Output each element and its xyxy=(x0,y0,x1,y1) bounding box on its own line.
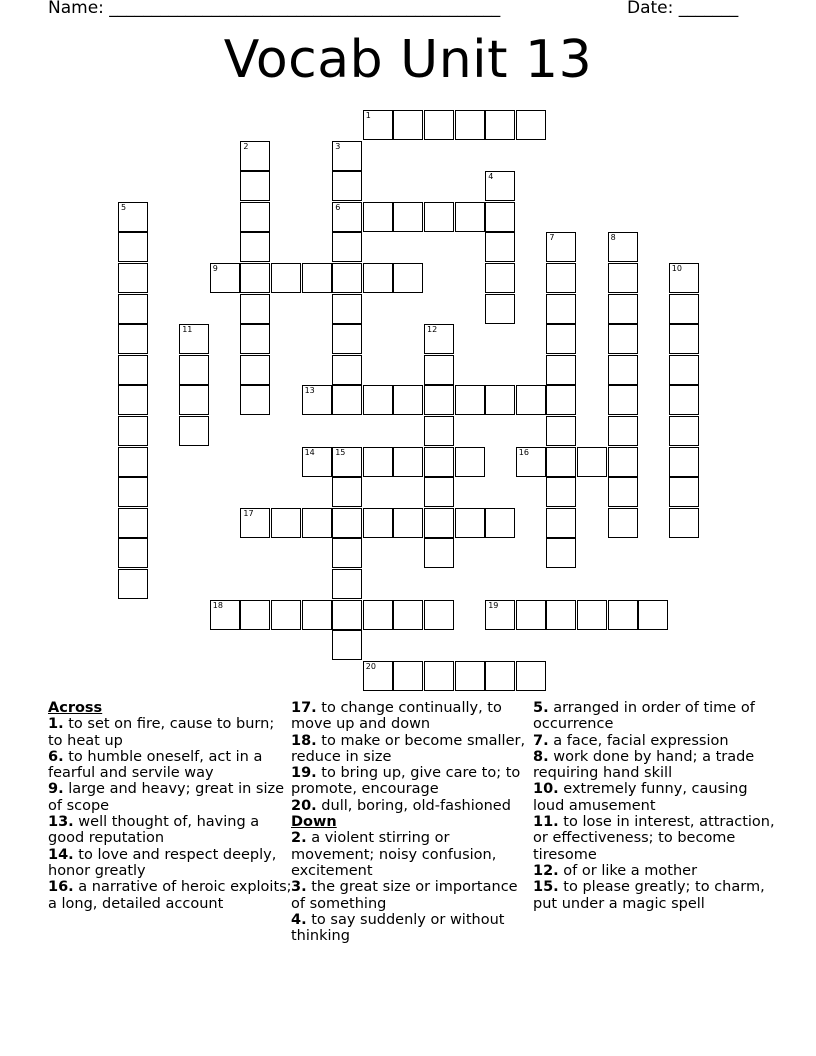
grid-cell[interactable] xyxy=(271,508,301,538)
grid-cell[interactable] xyxy=(546,447,576,477)
clue-text: a violent stirring or movement; noisy confusion, excitement xyxy=(291,830,497,879)
clue-start-number: 6 xyxy=(335,202,341,212)
clue-start-number: 15 xyxy=(335,447,346,457)
grid-cell[interactable] xyxy=(455,110,485,140)
grid-cell[interactable] xyxy=(546,355,576,385)
grid-cell[interactable] xyxy=(332,294,362,324)
grid-cell[interactable] xyxy=(577,447,607,477)
grid-cell[interactable] xyxy=(669,355,699,385)
grid-cell[interactable] xyxy=(240,355,270,385)
grid-cell[interactable] xyxy=(332,171,362,201)
grid-cell[interactable] xyxy=(393,202,423,232)
grid-cell[interactable] xyxy=(669,447,699,477)
grid-cell[interactable] xyxy=(332,477,362,507)
down-clue xyxy=(533,733,778,749)
clue-start-number: 5 xyxy=(121,202,127,212)
grid-cell[interactable] xyxy=(332,630,362,660)
clue-number: 20. xyxy=(291,797,317,814)
grid-cell[interactable] xyxy=(485,171,515,201)
clue-text: large and heavy; great in size of scope xyxy=(48,781,285,814)
grid-cell[interactable] xyxy=(669,324,699,354)
grid-cell[interactable] xyxy=(363,508,393,538)
grid-cell[interactable] xyxy=(363,202,393,232)
grid-cell[interactable] xyxy=(516,447,546,477)
clue-text: to love and respect deeply, honor greatly xyxy=(48,846,277,879)
grid-cell[interactable] xyxy=(669,294,699,324)
grid-cell[interactable] xyxy=(118,294,148,324)
down-clue xyxy=(533,863,778,879)
clue-text: to lose in interest, attraction, or effectiveness; to become tiresome xyxy=(533,814,775,863)
grid-cell[interactable] xyxy=(118,477,148,507)
grid-cell[interactable] xyxy=(118,385,148,415)
clue-text: to humble oneself, act in a fearful and servile way xyxy=(48,748,263,782)
clue-column-2 xyxy=(291,700,536,944)
date-field-label: Date: _______ xyxy=(627,0,739,18)
down-clue xyxy=(533,781,778,814)
clue-start-number: 1 xyxy=(365,111,371,120)
clue-number: 2. xyxy=(291,830,307,847)
clue-start-number: 20 xyxy=(365,661,376,671)
clue-text: to set on fire, cause to burn; to heat up xyxy=(48,716,275,749)
grid-cell[interactable] xyxy=(455,508,485,538)
grid-cell[interactable] xyxy=(424,508,454,538)
grid-cell[interactable] xyxy=(485,600,515,630)
clue-text: a face, facial expression xyxy=(553,732,729,749)
clue-number: 13. xyxy=(48,814,74,831)
grid-cell[interactable] xyxy=(546,263,576,293)
clue-number: 1. xyxy=(48,716,64,733)
grid-cell[interactable] xyxy=(455,661,485,691)
grid-cell[interactable] xyxy=(332,600,362,630)
name-field-label: Name: ______________________________________________ xyxy=(48,0,501,18)
grid-cell[interactable] xyxy=(608,600,638,630)
grid-cell[interactable] xyxy=(240,202,270,232)
grid-cell[interactable] xyxy=(516,385,546,415)
grid-cell[interactable] xyxy=(455,202,485,232)
clue-start-number: 16 xyxy=(518,447,529,457)
grid-cell[interactable] xyxy=(118,416,148,446)
clue-start-number: 7 xyxy=(549,233,555,243)
grid-cell[interactable] xyxy=(516,661,546,691)
grid-cell[interactable] xyxy=(608,508,638,538)
grid-cell[interactable] xyxy=(210,263,240,293)
grid-cell[interactable] xyxy=(302,600,332,630)
clue-start-number: 17 xyxy=(243,508,254,518)
clue-text: extremely funny, causing loud amusement xyxy=(533,781,748,814)
grid-cell[interactable] xyxy=(332,202,362,232)
grid-cell[interactable] xyxy=(577,600,607,630)
grid-cell[interactable] xyxy=(546,508,576,538)
clue-start-number: 10 xyxy=(671,264,682,273)
grid-cell[interactable] xyxy=(118,508,148,538)
grid-cell[interactable] xyxy=(271,600,301,630)
grid-cell[interactable] xyxy=(424,447,454,477)
grid-cell[interactable] xyxy=(546,416,576,446)
grid-cell[interactable] xyxy=(669,416,699,446)
grid-cell[interactable] xyxy=(240,141,270,171)
clue-number: 15. xyxy=(533,879,559,896)
grid-cell[interactable] xyxy=(363,110,393,140)
grid-cell[interactable] xyxy=(393,661,423,691)
grid-cell[interactable] xyxy=(608,385,638,415)
grid-cell[interactable] xyxy=(669,385,699,415)
grid-cell[interactable] xyxy=(424,355,454,385)
grid-cell[interactable] xyxy=(424,110,454,140)
clue-text: dull, boring, old-fashioned xyxy=(321,797,511,814)
across-clue xyxy=(48,879,293,912)
grid-cell[interactable] xyxy=(455,385,485,415)
across-clue xyxy=(48,749,293,782)
across-clue xyxy=(291,798,536,814)
clue-number: 18. xyxy=(291,732,317,749)
grid-cell[interactable] xyxy=(393,600,423,630)
grid-cell[interactable] xyxy=(608,477,638,507)
clue-number: 19. xyxy=(291,765,317,782)
grid-cell[interactable] xyxy=(179,385,209,415)
grid-cell[interactable] xyxy=(424,477,454,507)
across-clue xyxy=(48,814,293,847)
grid-cell[interactable] xyxy=(393,263,423,293)
clue-start-number: 3 xyxy=(335,141,341,151)
grid-cell[interactable] xyxy=(546,294,576,324)
grid-cell[interactable] xyxy=(240,324,270,354)
clue-start-number: 13 xyxy=(304,386,315,396)
grid-cell[interactable] xyxy=(240,385,270,415)
grid-cell[interactable] xyxy=(669,263,699,293)
grid-cell[interactable] xyxy=(332,263,362,293)
grid-cell[interactable] xyxy=(363,447,393,477)
clue-text: to make or become smaller, reduce in size xyxy=(291,732,526,765)
across-clue xyxy=(291,765,536,798)
grid-cell[interactable] xyxy=(393,447,423,477)
across-clue xyxy=(48,781,293,814)
clue-start-number: 9 xyxy=(212,264,218,273)
clue-text: work done by hand; a trade requiring hand skill xyxy=(533,748,755,782)
grid-cell[interactable] xyxy=(546,538,576,568)
page-title: Vocab Unit 13 xyxy=(223,30,593,90)
grid-cell[interactable] xyxy=(363,385,393,415)
grid-cell[interactable] xyxy=(240,294,270,324)
down-clue xyxy=(533,749,778,782)
grid-cell[interactable] xyxy=(485,385,515,415)
clue-text: the great size or importance of something xyxy=(291,879,518,912)
clue-number: 14. xyxy=(48,846,74,863)
clue-number: 8. xyxy=(533,748,549,765)
grid-cell[interactable] xyxy=(302,447,332,477)
grid-cell[interactable] xyxy=(332,141,362,171)
clue-number: 7. xyxy=(533,732,549,749)
grid-cell[interactable] xyxy=(393,508,423,538)
grid-cell[interactable] xyxy=(424,385,454,415)
clue-number: 5. xyxy=(533,700,549,716)
grid-cell[interactable] xyxy=(546,385,576,415)
grid-cell[interactable] xyxy=(118,538,148,568)
grid-cell[interactable] xyxy=(608,355,638,385)
grid-cell[interactable] xyxy=(118,355,148,385)
clue-number: 11. xyxy=(533,814,559,831)
grid-cell[interactable] xyxy=(240,171,270,201)
grid-cell[interactable] xyxy=(485,294,515,324)
grid-cell[interactable] xyxy=(485,110,515,140)
grid-cell[interactable] xyxy=(363,263,393,293)
grid-cell[interactable] xyxy=(118,232,148,262)
grid-cell[interactable] xyxy=(546,324,576,354)
grid-cell[interactable] xyxy=(485,661,515,691)
grid-cell[interactable] xyxy=(240,508,270,538)
grid-cell[interactable] xyxy=(424,661,454,691)
grid-cell[interactable] xyxy=(516,110,546,140)
clue-number: 17. xyxy=(291,700,317,716)
grid-cell[interactable] xyxy=(485,263,515,293)
clue-start-number: 19 xyxy=(488,600,499,610)
grid-cell[interactable] xyxy=(179,355,209,385)
across-clue xyxy=(48,716,293,749)
grid-cell[interactable] xyxy=(516,600,546,630)
grid-cell[interactable] xyxy=(271,263,301,293)
grid-cell[interactable] xyxy=(332,569,362,599)
grid-cell[interactable] xyxy=(485,232,515,262)
clue-number: 9. xyxy=(48,781,64,798)
grid-cell[interactable] xyxy=(546,477,576,507)
grid-cell[interactable] xyxy=(455,447,485,477)
grid-cell[interactable] xyxy=(240,600,270,630)
grid-cell[interactable] xyxy=(332,508,362,538)
grid-cell[interactable] xyxy=(608,324,638,354)
clue-text: arranged in order of time of occurrence xyxy=(533,700,755,733)
grid-cell[interactable] xyxy=(363,600,393,630)
clue-number: 16. xyxy=(48,879,74,896)
grid-cell[interactable] xyxy=(546,232,576,262)
grid-cell[interactable] xyxy=(332,232,362,262)
grid-cell[interactable] xyxy=(393,385,423,415)
grid-cell[interactable] xyxy=(424,600,454,630)
grid-cell[interactable] xyxy=(210,600,240,630)
grid-cell[interactable] xyxy=(118,263,148,293)
grid-cell[interactable] xyxy=(118,447,148,477)
clue-start-number: 11 xyxy=(182,325,193,335)
grid-cell[interactable] xyxy=(608,447,638,477)
clue-number: 12. xyxy=(533,862,559,879)
grid-cell[interactable] xyxy=(118,202,148,232)
clue-text: of or like a mother xyxy=(563,862,698,879)
clue-number: 4. xyxy=(291,911,307,928)
grid-cell[interactable] xyxy=(118,324,148,354)
grid-cell[interactable] xyxy=(669,508,699,538)
clue-start-number: 4 xyxy=(488,172,494,182)
grid-cell[interactable] xyxy=(546,600,576,630)
clue-text: to please greatly; to charm, put under a magic spell xyxy=(533,879,765,912)
grid-cell[interactable] xyxy=(608,232,638,262)
grid-cell[interactable] xyxy=(302,385,332,415)
grid-cell[interactable] xyxy=(608,416,638,446)
grid-cell[interactable] xyxy=(332,447,362,477)
grid-cell[interactable] xyxy=(332,324,362,354)
clue-text: to bring up, give care to; to promote, encourage xyxy=(291,765,521,798)
grid-cell[interactable] xyxy=(608,263,638,293)
across-clue xyxy=(291,733,536,766)
down-heading: Down xyxy=(291,814,337,831)
grid-cell[interactable] xyxy=(179,324,209,354)
clue-start-number: 2 xyxy=(243,141,249,151)
grid-cell[interactable] xyxy=(302,263,332,293)
down-clue xyxy=(291,912,536,945)
grid-cell[interactable] xyxy=(179,416,209,446)
clue-text: well thought of, having a good reputation xyxy=(48,814,260,847)
down-clue xyxy=(533,700,778,733)
grid-cell[interactable] xyxy=(363,661,393,691)
across-heading: Across xyxy=(48,700,103,716)
down-clue xyxy=(533,879,778,912)
grid-cell[interactable] xyxy=(332,538,362,568)
grid-cell[interactable] xyxy=(669,477,699,507)
clue-number: 6. xyxy=(48,748,64,765)
grid-cell[interactable] xyxy=(240,232,270,262)
grid-cell[interactable] xyxy=(424,538,454,568)
clue-number: 3. xyxy=(291,879,307,896)
clue-text: to say suddenly or without thinking xyxy=(291,911,505,945)
grid-cell[interactable] xyxy=(332,355,362,385)
clue-start-number: 8 xyxy=(610,233,616,243)
clue-number: 10. xyxy=(533,781,559,798)
clue-text: a narrative of heroic exploits; a long, detailed account xyxy=(48,879,292,912)
grid-cell[interactable] xyxy=(485,508,515,538)
across-clue xyxy=(291,700,536,733)
clue-start-number: 18 xyxy=(212,600,223,610)
grid-cell[interactable] xyxy=(424,324,454,354)
grid-cell[interactable] xyxy=(332,385,362,415)
clue-column-1 xyxy=(48,700,293,912)
grid-cell[interactable] xyxy=(240,263,270,293)
clue-start-number: 12 xyxy=(427,325,438,335)
down-clue xyxy=(291,879,536,912)
clue-text: to change continually, to move up and down xyxy=(291,700,502,733)
clue-column-3 xyxy=(533,700,778,912)
down-clue xyxy=(291,830,536,879)
grid-cell[interactable] xyxy=(608,294,638,324)
grid-cell[interactable] xyxy=(638,600,668,630)
grid-cell[interactable] xyxy=(424,416,454,446)
grid-cell[interactable] xyxy=(118,569,148,599)
grid-cell[interactable] xyxy=(302,508,332,538)
grid-cell[interactable] xyxy=(393,110,423,140)
grid-cell[interactable] xyxy=(485,202,515,232)
grid-cell[interactable] xyxy=(424,202,454,232)
across-clue xyxy=(48,847,293,880)
down-clue xyxy=(533,814,778,863)
clue-start-number: 14 xyxy=(304,447,315,457)
